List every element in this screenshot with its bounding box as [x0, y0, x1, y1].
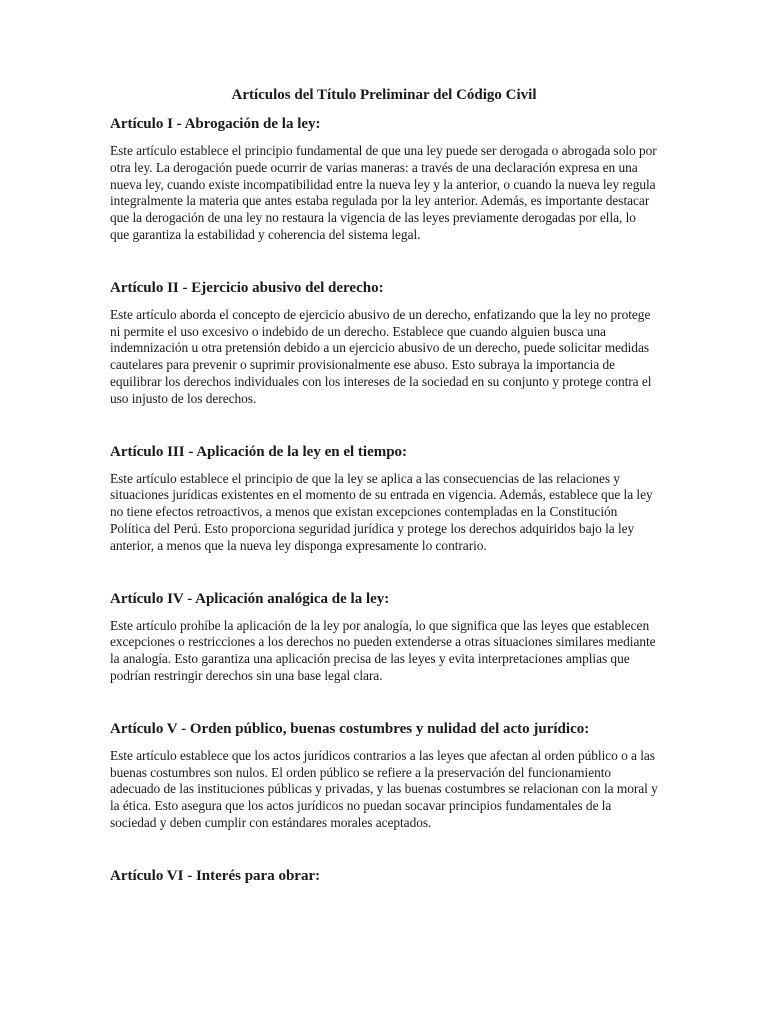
- section-articulo-ii: [110, 279, 658, 408]
- section-articulo-vi: [110, 867, 658, 886]
- section-heading: Artículo III - Aplicación de la ley en el tiempo:: [110, 443, 408, 460]
- section-spacer: [110, 832, 658, 867]
- section-articulo-iii: [110, 443, 658, 555]
- section-articulo-iv: [110, 590, 658, 685]
- section-body: Este artículo establece el principio fundamental de que una ley puede ser derogada o abrogada solo por otra ley. La derogación puede ocurrir de varias maneras: a través de una declaración expresa en una nueva ley, cuando existe incompatibilidad entre la nueva ley y la anterior, o cuando la nueva ley regula integralmente la materia que antes estaba regulada por la ley anterior. Además, es importante destacar que la derogación de una ley no restaura la vigencia de las leyes previamente derogadas por ella, lo que garantiza la estabilidad y coherencia del sistema legal.: [110, 143, 657, 242]
- section-spacer: [110, 685, 658, 720]
- section-heading: Artículo I - Abrogación de la ley:: [110, 116, 321, 132]
- section-spacer: [110, 555, 658, 590]
- section-heading: Artículo VI - Interés para obrar:: [110, 867, 321, 884]
- section-body: Este artículo establece que los actos jurídicos contrarios a las leyes que afectan al orden público o a las buenas costumbres son nulos. El orden público se refiere a la preservación del funcionamiento adecuado de las instituciones públicas y privadas, y las buenas costumbres se relacionan con la moral y la ética. Esto asegura que los actos jurídicos no puedan socavar principios fundamentales de la sociedad y deben cumplir con estándares morales aceptados.: [110, 747, 658, 830]
- section-articulo-v: [110, 720, 658, 832]
- section-spacer: [110, 244, 658, 279]
- section-heading: Artículo II - Ejercicio abusivo del derecho:: [110, 279, 384, 296]
- section-heading: Artículo IV - Aplicación analógica de la ley:: [110, 590, 390, 607]
- section-body: Este artículo establece el principio de que la ley se aplica a las consecuencias de las relaciones y situaciones jurídicas existentes en el momento de su entrada en vigencia. Además, establece que la ley no tiene efectos retroactivos, a menos que existan excepciones contempladas en la Constitución Política del Perú. Esto proporciona seguridad jurídica y protege los derechos adquiridos bajo la ley anterior, a menos que la nueva ley disponga expresamente lo contrario.: [110, 470, 653, 553]
- section-body: Este artículo prohíbe la aplicación de la ley por analogía, lo que significa que las leyes que establecen excepciones o restricciones a los derechos no pueden extenderse a otras situaciones similares mediante la analogía. Esto garantiza una aplicación precisa de las leyes y evita interpretaciones amplias que podrían restringir derechos sin una base legal clara.: [110, 617, 656, 683]
- document-title: Artículos del Título Preliminar del Código Civil: [231, 87, 537, 103]
- section-spacer: [110, 408, 658, 443]
- section-heading: Artículo V - Orden público, buenas costumbres y nulidad del acto jurídico:: [110, 720, 590, 737]
- section-body: Este artículo aborda el concepto de ejercicio abusivo de un derecho, enfatizando que la ley no protege ni permite el uso excesivo o indebido de un derecho. Establece que cuando alguien busca una indemnización u otra pretensión debido a un ejercicio abusivo de un derecho, puede solicitar medidas cautelares para prevenir o suprimir provisionalmente ese abuso. Esto subraya la importancia de equilibrar los derechos individuales con los intereses de la sociedad en su conjunto y protege contra el uso injusto de los derechos.: [110, 306, 652, 406]
- document-page: [110, 86, 658, 895]
- section-articulo-i: [110, 115, 658, 244]
